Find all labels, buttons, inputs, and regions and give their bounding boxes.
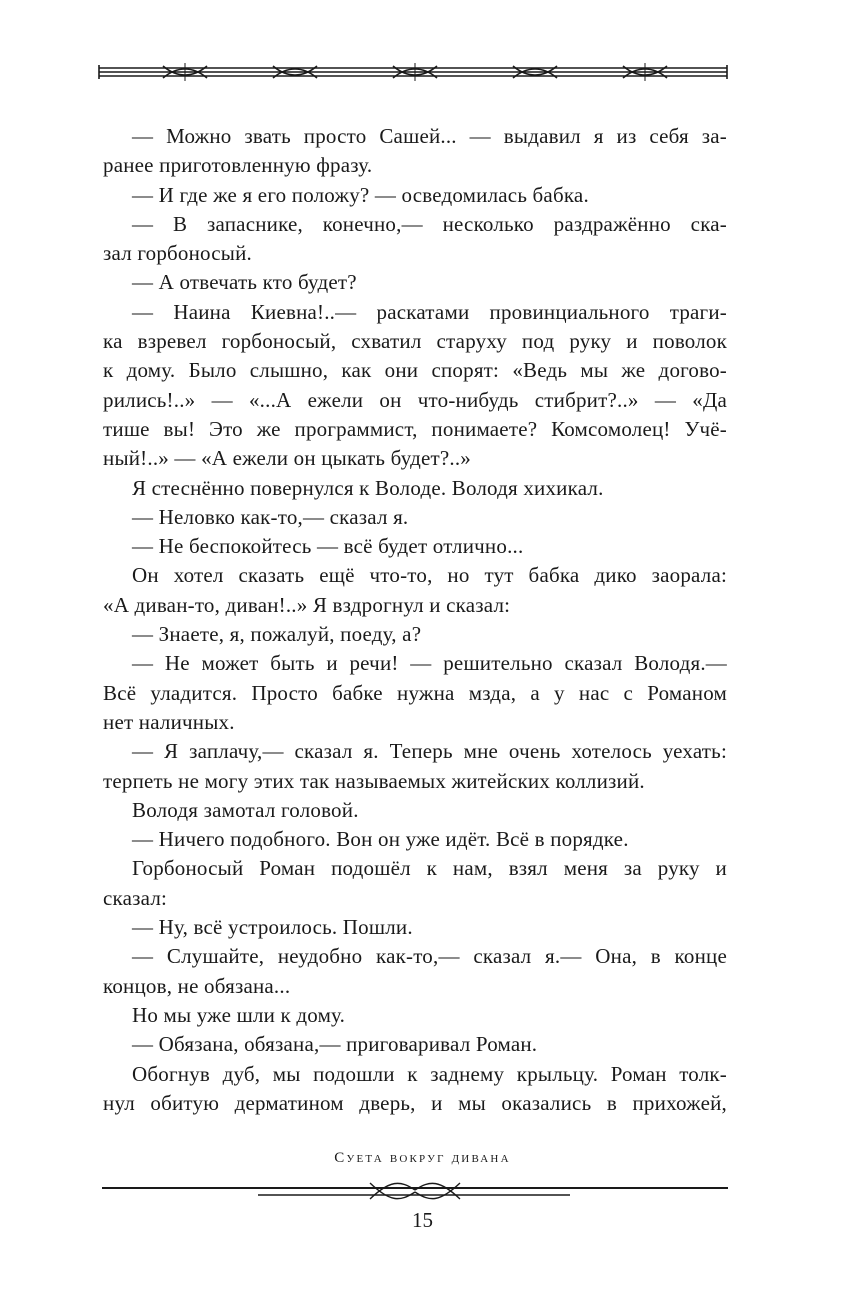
text-line: — Не беспокойтесь — всё будет отлично...: [132, 534, 524, 559]
page-number: 15: [412, 1208, 433, 1232]
text-line: нет наличных.: [103, 709, 235, 734]
text-line: ранее приготовленную фразу.: [103, 153, 373, 178]
text-line: — А отвечать кто будет?: [132, 270, 357, 295]
text-line: — Не может быть и речи! — решительно сказал Володя.—: [132, 651, 727, 676]
text-line: — И где же я его положу? — осведомилась бабка.: [132, 182, 589, 207]
text-line: — Наина Киевна!..— раскатами провинциального траги-: [132, 299, 727, 324]
text-line: — В запаснике, конечно,— несколько раздражённо ска-: [132, 211, 727, 236]
text-line: терпеть не могу этих так называемых житейских коллизий.: [103, 768, 645, 793]
ornament-knot: [370, 1183, 460, 1199]
text-line: — Я заплачу,— сказал я. Теперь мне очень хотелось уехать:: [132, 739, 727, 764]
bottom-ornament: [100, 1180, 730, 1202]
text-line: тише вы! Это же программист, понимаете? Комсомолец! Учё-: [103, 416, 727, 441]
text-line: — Ничего подобного. Вон он уже идёт. Всё в порядке.: [132, 827, 629, 852]
text-line: Я стеснённо повернулся к Володе. Володя хихикал.: [132, 475, 604, 500]
text-line: Обогнув дуб, мы подошли к заднему крыльцу. Роман толк-: [132, 1061, 727, 1086]
text-line: — Ну, всё устроилось. Пошли.: [132, 915, 413, 940]
text-line: концов, не обязана...: [103, 973, 291, 998]
top-ornament: [95, 60, 735, 84]
text-line: ный!..» — «А ежели он цыкать будет?..»: [103, 446, 472, 471]
text-line: Всё уладится. Просто бабке нужна мзда, а у нас с Романом: [103, 680, 727, 705]
text-line: зал горбоносый.: [103, 241, 252, 266]
text-line: сказал:: [103, 885, 168, 910]
text-line: — Можно звать просто Сашей... — выдавил я из себя за-: [132, 124, 727, 148]
running-title: Суета вокруг дивана: [334, 1150, 511, 1166]
text-line: Он хотел сказать ещё что-то, но тут бабка дико заорала:: [132, 563, 727, 588]
text-line: нул обитую дерматином дверь, и мы оказались в прихожей,: [103, 1090, 727, 1115]
text-line: Володя замотал головой.: [132, 797, 359, 822]
text-line: Горбоносый Роман подошёл к нам, взял меня за руку и: [132, 856, 727, 881]
text-line: — Слушайте, неудобно как-то,— сказал я.— Она, в конце: [132, 944, 727, 969]
text-line: Но мы уже шли к дому.: [132, 1002, 346, 1027]
text-line: к дому. Было слышно, как они спорят: «Ведь мы же догово-: [103, 358, 727, 383]
text-line: «А диван-то, диван!..» Я вздрогнул и сказал:: [103, 592, 511, 617]
body-text: [103, 122, 727, 1118]
text-line: — Знаете, я, пожалуй, поеду, а?: [132, 622, 422, 647]
text-line: — Обязана, обязана,— приговаривал Роман.: [132, 1032, 538, 1057]
text-line: рились!..» — «...А ежели он что-нибудь стибрит?..» — «Да: [103, 387, 727, 412]
text-line: ка взревел горбоносый, схватил старуху под руку и поволок: [103, 329, 727, 354]
text-line: — Неловко как-то,— сказал я.: [132, 504, 409, 529]
